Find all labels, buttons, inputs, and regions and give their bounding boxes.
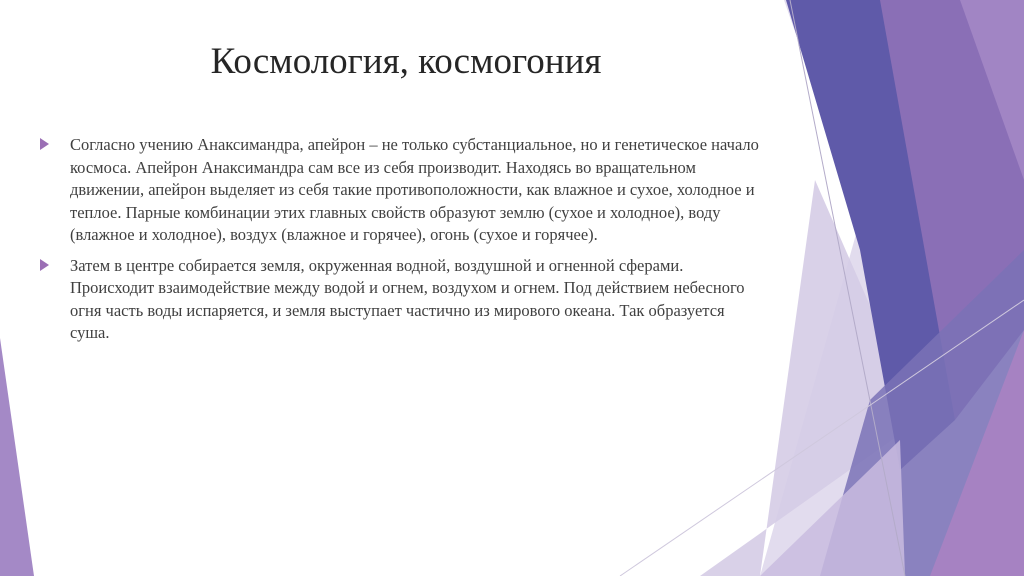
triangle-bullet-icon <box>40 259 49 271</box>
bullet-text: Согласно учению Анаксимандра, апейрон – не только субстанциальное, но и генетическое начало космоса. Апейрон Анаксимандра сам все из себя производит. Находясь во вращательном движении, апейрон выделяет из себя такие противоположности, как влажное и сухое, холодное и теплое. Парные комбинации этих главных свойств образуют землю (сухое и холодное), воду (влажное и холодное), воздух (влажное и горячее), огонь (сухое и горячее). <box>70 135 759 244</box>
bullet-list <box>40 134 760 353</box>
slide-title: Космология, космогония <box>210 41 602 82</box>
bullet-item <box>40 255 760 345</box>
triangle-bullet-icon <box>40 138 49 150</box>
bullet-text: Затем в центре собирается земля, окруженная водной, воздушной и огненной сферами. Происходит взаимодействие между водой и огнем, воздухом и огнем. Под действием небесного огня часть воды испаряется, и земля выступает частично из мирового океана. Так образуется суша. <box>70 255 745 342</box>
left-edge-shape <box>0 338 34 576</box>
bullet-item <box>40 134 760 247</box>
